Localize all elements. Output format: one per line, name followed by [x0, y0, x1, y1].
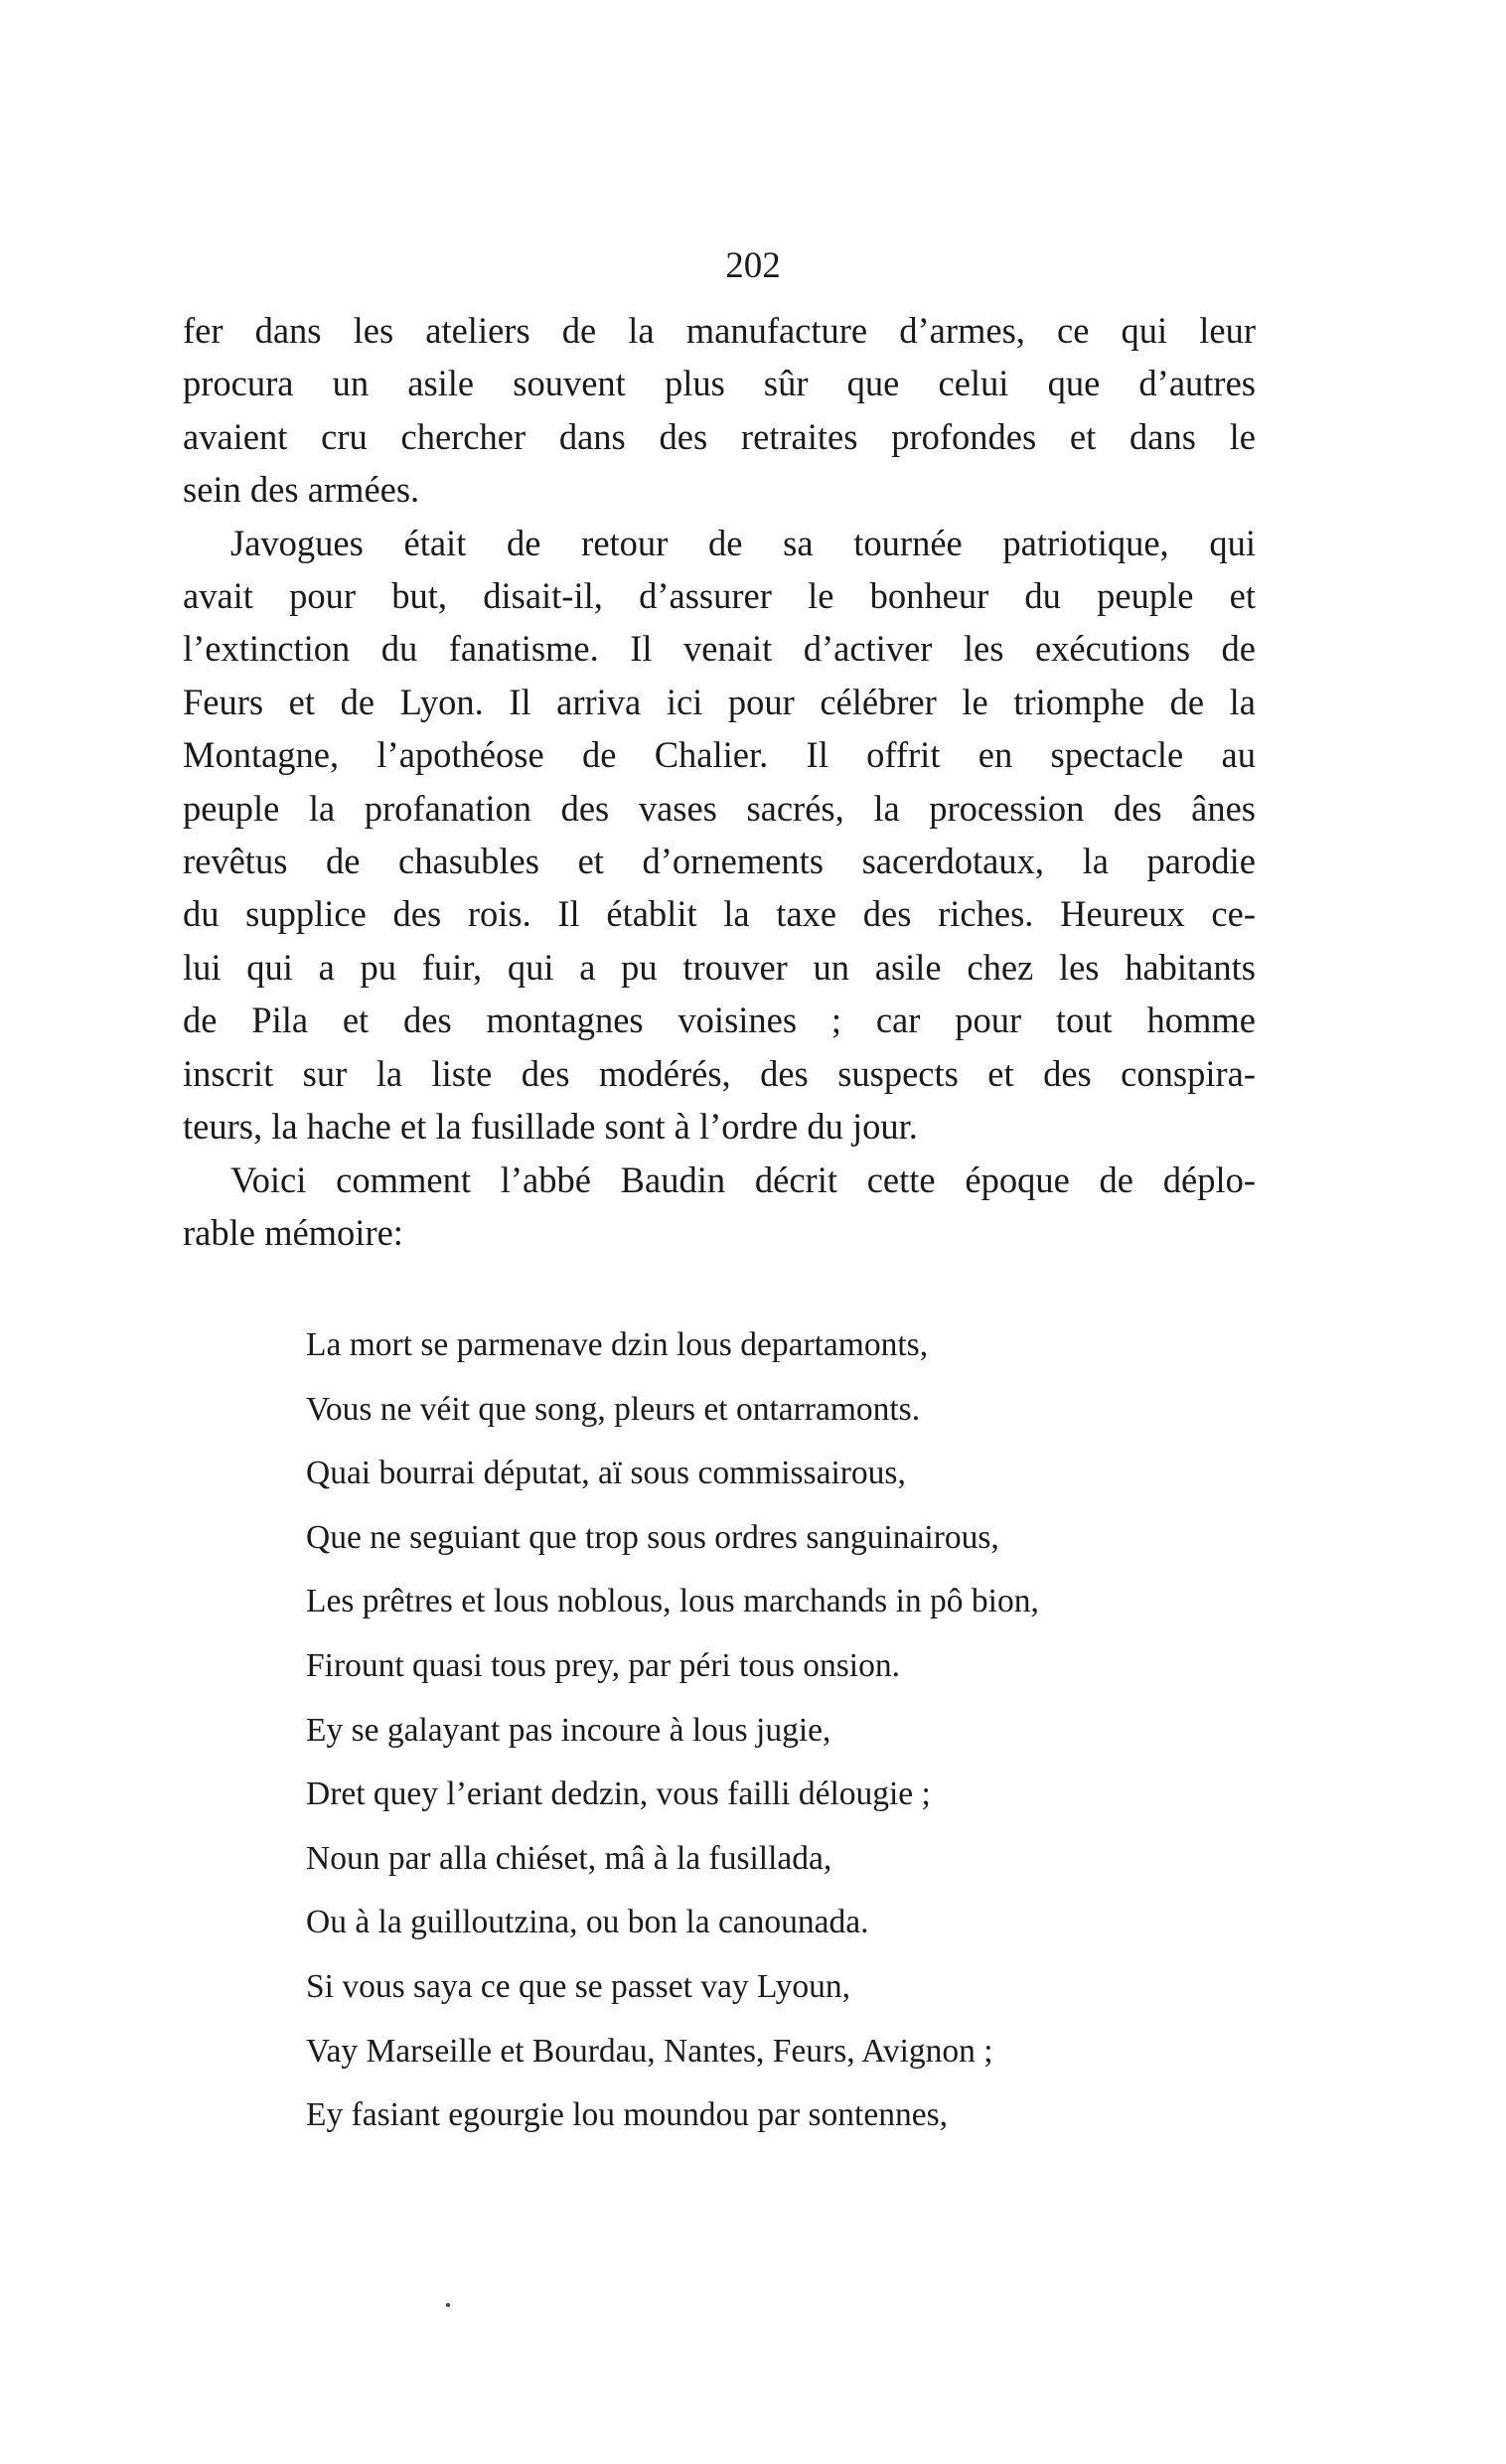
text-line: inscrit sur la liste des modérés, des suspects et des conspira- [183, 1052, 1256, 1094]
text-line: avait pour but, disait-il, d’assurer le bonheur du peuple et [183, 575, 1256, 617]
text-line: de Pila et des montagnes voisines ; car pour tout homme [183, 1000, 1256, 1041]
paragraph-3 [183, 1154, 1256, 1260]
text-line: l’extinction du fanatisme. Il venait d’activer les exécutions de [183, 628, 1256, 670]
poem-verse: Ey se galayant pas incoure à lous jugie, [306, 1711, 831, 1749]
paragraph-2 [183, 517, 1256, 1154]
paragraph-1 [183, 304, 1256, 517]
text-line: Voici comment l’abbé Baudin décrit cette époque de déplo- [230, 1158, 1256, 1200]
page-number: 202 [725, 245, 781, 286]
text-line: peuple la profanation des vases sacrés, la procession des ânes [183, 787, 1256, 829]
text-line: Montagne, l’apothéose de Chalier. Il offrit en spectacle au [183, 734, 1256, 776]
poem-verse: La mort se parmenave dzin lous departamonts, [306, 1326, 929, 1363]
poem-verse: Si vous saya ce que se passet vay Lyoun, [306, 1967, 850, 2005]
poem-block [306, 1313, 1260, 2148]
poem-verse: Firount quasi tous prey, par péri tous onsion. [306, 1646, 900, 1684]
text-line: Feurs et de Lyon. Il arriva ici pour célébrer le triomphe de la [183, 681, 1256, 722]
poem-verse: Dret quey l’eriant dedzin, vous failli délougie ; [306, 1775, 931, 1813]
prose-body [183, 304, 1256, 1259]
poem-verse: Quai bourrai députat, aï sous commissairous, [306, 1455, 906, 1492]
poem-verse: Ey fasiant egourgie lou moundou par sontennes, [306, 2096, 948, 2134]
text-line: teurs, la hache et la fusillade sont à l’ordre du jour. [183, 1106, 918, 1148]
text-line: lui qui a pu fuir, qui a pu trouver un asile chez les habitants [183, 946, 1256, 988]
text-line: procura un asile souvent plus sûr que celui que d’autres [183, 363, 1256, 404]
poem-verse: Ou à la guilloutzina, ou bon la canounada. [306, 1904, 869, 1941]
poem-verse: Vay Marseille et Bourdau, Nantes, Feurs, Avignon ; [306, 2032, 993, 2070]
poem-verse: Vous ne véit que song, pleurs et ontarramonts. [306, 1390, 921, 1428]
ink-speck [446, 2303, 450, 2307]
poem-verse: Les prêtres et lous noblous, lous marchands in pô bion, [306, 1583, 1039, 1620]
poem-verse: Noun par alla chiéset, mâ à la fusillada, [306, 1839, 832, 1877]
text-line: Javogues était de retour de sa tournée patriotique, qui [230, 522, 1256, 563]
text-line: sein des armées. [183, 469, 420, 511]
text-line: rable mémoire: [183, 1211, 403, 1253]
text-line: du supplice des rois. Il établit la taxe des riches. Heureux ce- [183, 893, 1256, 935]
text-line: revêtus de chasubles et d’ornements sacerdotaux, la parodie [183, 841, 1256, 882]
text-line: avaient cru chercher dans des retraites profondes et dans le [183, 415, 1256, 457]
text-line: fer dans les ateliers de la manufacture d’armes, ce qui leur [183, 310, 1256, 351]
poem-verse: Que ne seguiant que trop sous ordres sanguinairous, [306, 1518, 999, 1556]
